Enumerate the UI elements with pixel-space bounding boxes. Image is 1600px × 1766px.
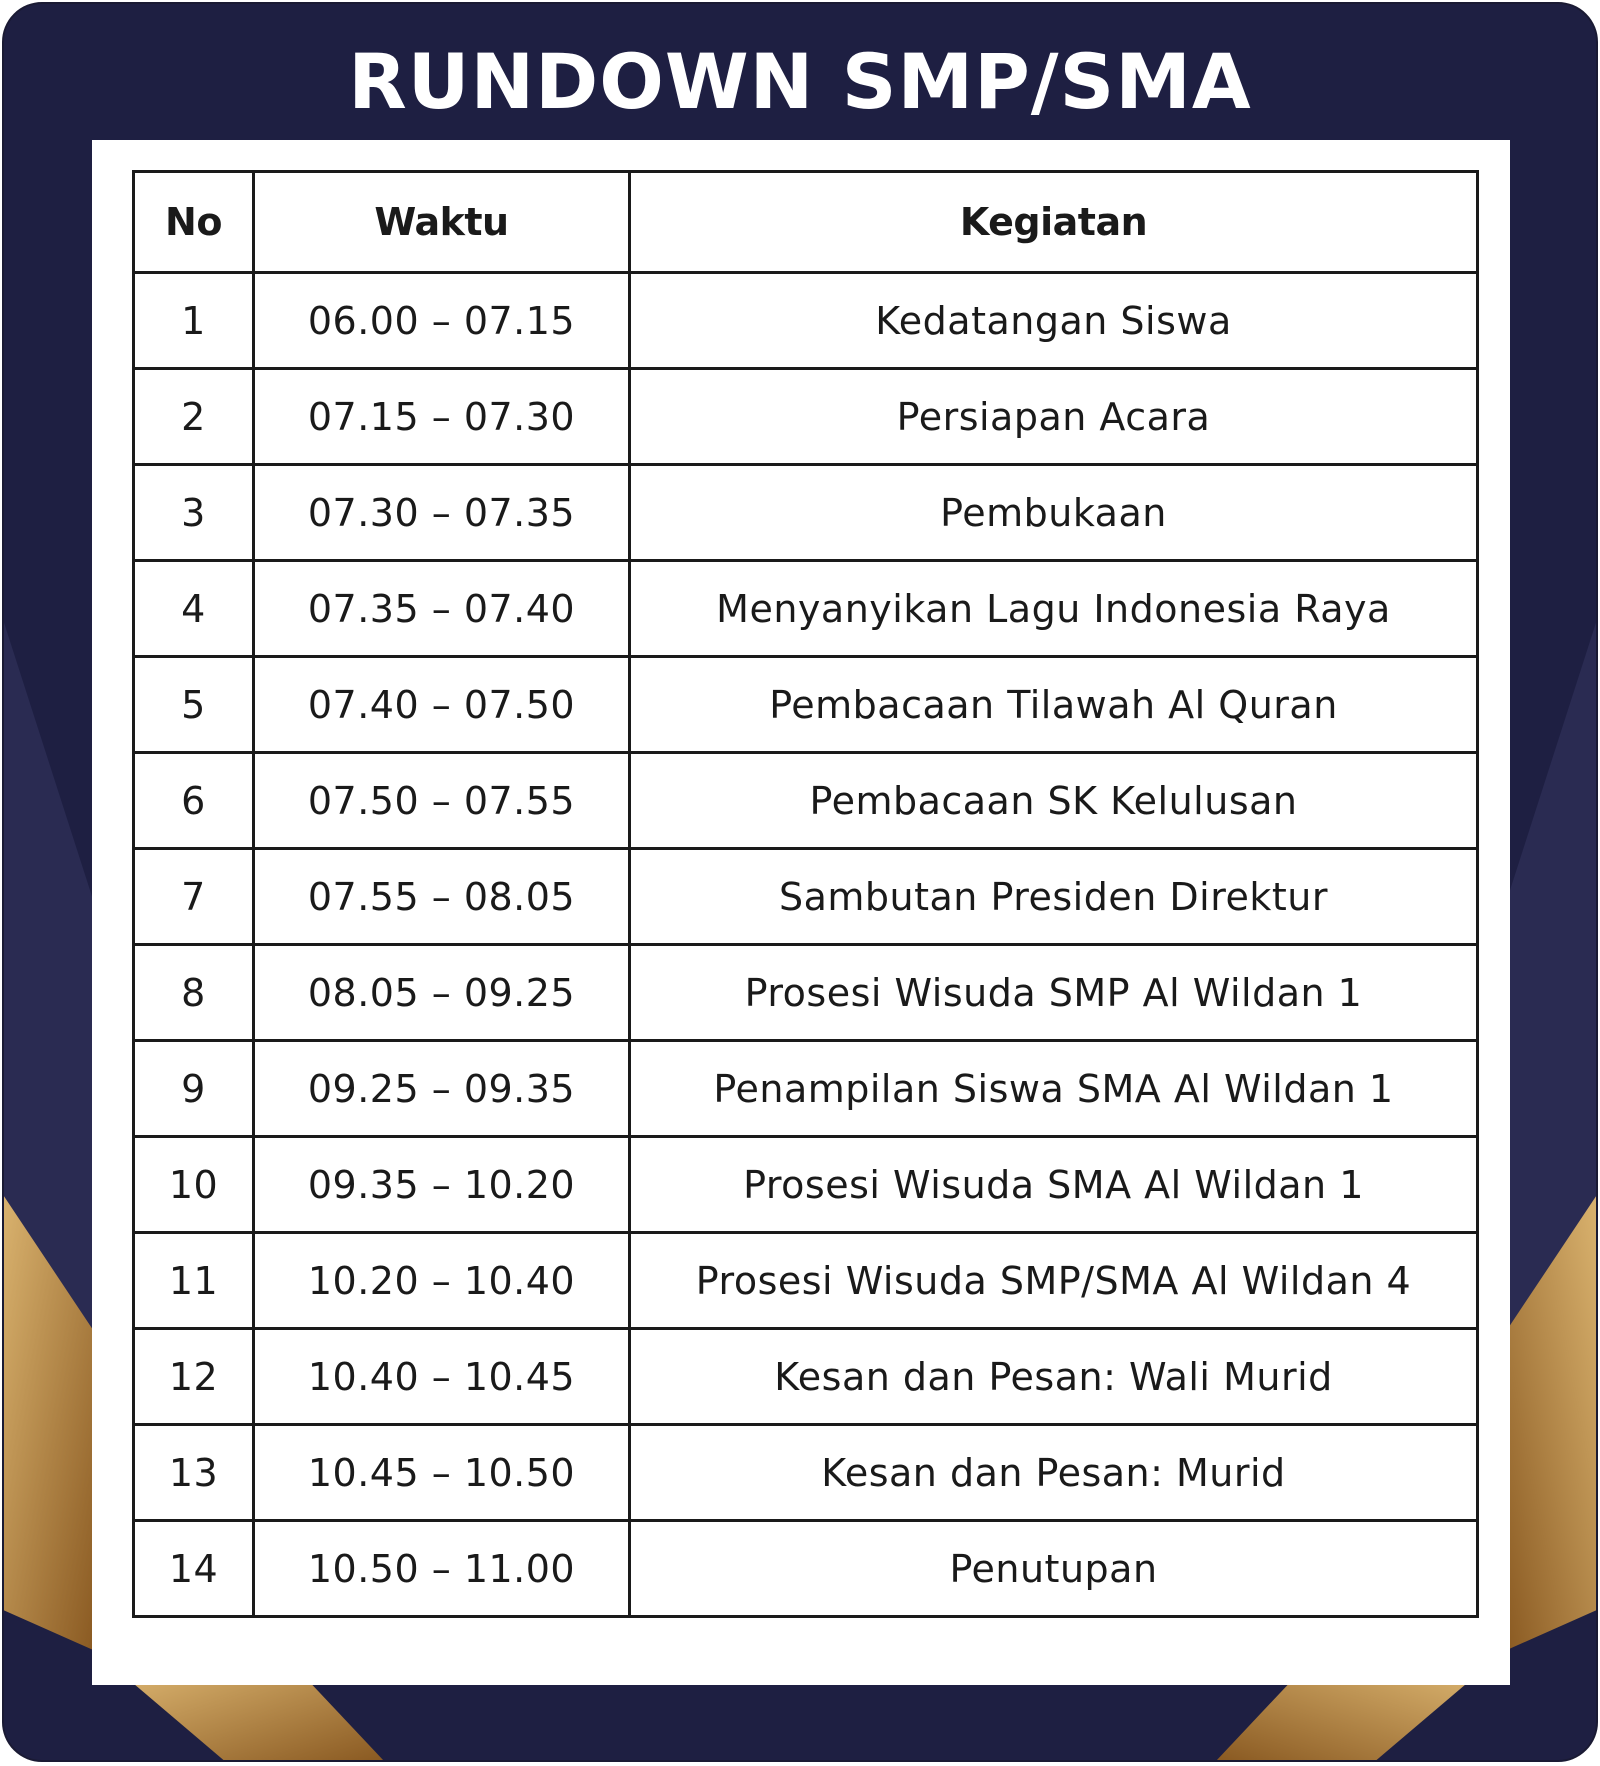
table-row bbox=[134, 465, 1478, 561]
page-title: RUNDOWN SMP/SMA bbox=[348, 37, 1252, 126]
row-time: 07.55 – 08.05 bbox=[254, 849, 630, 945]
row-no: 3 bbox=[134, 465, 254, 561]
table-row bbox=[134, 945, 1478, 1041]
row-activity: Prosesi Wisuda SMP Al Wildan 1 bbox=[630, 945, 1478, 1041]
row-no: 1 bbox=[134, 273, 254, 369]
table-row bbox=[134, 1521, 1478, 1617]
row-activity: Prosesi Wisuda SMA Al Wildan 1 bbox=[630, 1137, 1478, 1233]
row-activity: Penutupan bbox=[630, 1521, 1478, 1617]
row-no: 8 bbox=[134, 945, 254, 1041]
row-activity: Pembacaan SK Kelulusan bbox=[630, 753, 1478, 849]
table-row bbox=[134, 753, 1478, 849]
row-no: 13 bbox=[134, 1425, 254, 1521]
row-time: 09.25 – 09.35 bbox=[254, 1041, 630, 1137]
row-no: 7 bbox=[134, 849, 254, 945]
row-time: 07.35 – 07.40 bbox=[254, 561, 630, 657]
row-activity: Pembukaan bbox=[630, 465, 1478, 561]
row-time: 10.50 – 11.00 bbox=[254, 1521, 630, 1617]
row-no: 4 bbox=[134, 561, 254, 657]
row-activity: Penampilan Siswa SMA Al Wildan 1 bbox=[630, 1041, 1478, 1137]
row-activity: Kesan dan Pesan: Murid bbox=[630, 1425, 1478, 1521]
row-activity: Sambutan Presiden Direktur bbox=[630, 849, 1478, 945]
row-time: 10.20 – 10.40 bbox=[254, 1233, 630, 1329]
bottom-right-gold-shape bbox=[1217, 1675, 1476, 1760]
row-no: 11 bbox=[134, 1233, 254, 1329]
table-row bbox=[134, 657, 1478, 753]
row-time: 06.00 – 07.15 bbox=[254, 273, 630, 369]
table-row bbox=[134, 1425, 1478, 1521]
row-activity: Kedatangan Siswa bbox=[630, 273, 1478, 369]
row-time: 09.35 – 10.20 bbox=[254, 1137, 630, 1233]
row-no: 10 bbox=[134, 1137, 254, 1233]
row-time: 07.40 – 07.50 bbox=[254, 657, 630, 753]
row-activity: Prosesi Wisuda SMP/SMA Al Wildan 4 bbox=[630, 1233, 1478, 1329]
row-no: 5 bbox=[134, 657, 254, 753]
bottom-left-gold-shape bbox=[124, 1675, 383, 1760]
row-time: 07.50 – 07.55 bbox=[254, 753, 630, 849]
table-row bbox=[134, 849, 1478, 945]
row-no: 9 bbox=[134, 1041, 254, 1137]
row-no: 2 bbox=[134, 369, 254, 465]
row-no: 12 bbox=[134, 1329, 254, 1425]
row-no: 14 bbox=[134, 1521, 254, 1617]
table-row bbox=[134, 273, 1478, 369]
rundown-card bbox=[2, 2, 1598, 1762]
table-row bbox=[134, 1329, 1478, 1425]
rundown-table bbox=[132, 170, 1479, 1618]
header-no: No bbox=[134, 172, 254, 273]
table-row bbox=[134, 1233, 1478, 1329]
table-panel bbox=[92, 140, 1510, 1685]
table-row bbox=[134, 1041, 1478, 1137]
row-activity: Persiapan Acara bbox=[630, 369, 1478, 465]
row-time: 07.15 – 07.30 bbox=[254, 369, 630, 465]
row-no: 6 bbox=[134, 753, 254, 849]
row-activity: Pembacaan Tilawah Al Quran bbox=[630, 657, 1478, 753]
row-activity: Kesan dan Pesan: Wali Murid bbox=[630, 1329, 1478, 1425]
row-time: 10.45 – 10.50 bbox=[254, 1425, 630, 1521]
header-time: Waktu bbox=[254, 172, 630, 273]
row-time: 10.40 – 10.45 bbox=[254, 1329, 630, 1425]
row-activity: Menyanyikan Lagu Indonesia Raya bbox=[630, 561, 1478, 657]
row-time: 08.05 – 09.25 bbox=[254, 945, 630, 1041]
row-time: 07.30 – 07.35 bbox=[254, 465, 630, 561]
table-row bbox=[134, 561, 1478, 657]
table-header-row bbox=[134, 172, 1478, 273]
table-row bbox=[134, 369, 1478, 465]
table-row bbox=[134, 1137, 1478, 1233]
header-activity: Kegiatan bbox=[630, 172, 1478, 273]
